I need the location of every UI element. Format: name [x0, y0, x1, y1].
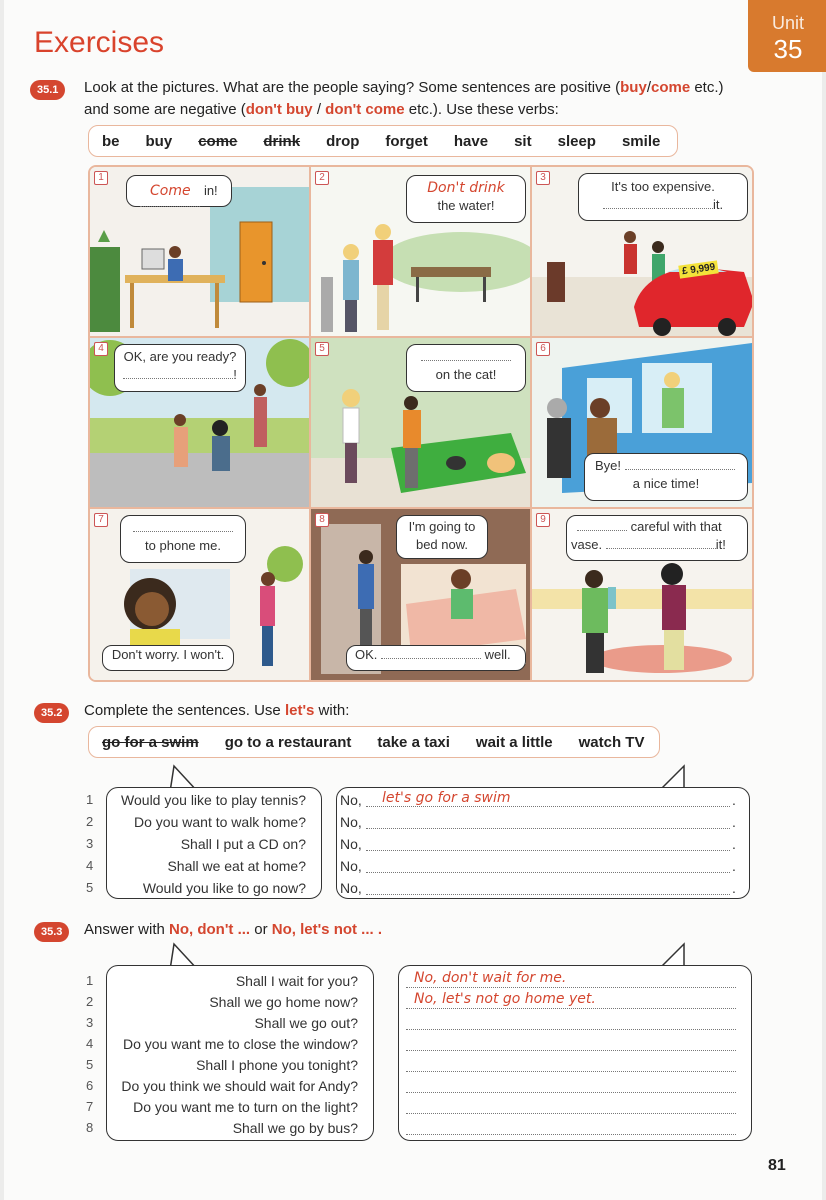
question-text: Do you want me to close the window?: [122, 1036, 358, 1052]
verb-item: sit: [514, 132, 532, 150]
page-title: Exercises: [34, 26, 165, 59]
example-answer: No, don't wait for me.: [414, 970, 567, 986]
answer-prefix: No,: [340, 836, 362, 852]
bubble-text: well.: [484, 647, 511, 662]
speech-bubble: [584, 453, 748, 501]
phrase-item: watch TV: [578, 733, 645, 751]
question-text: Do you want me to turn on the light?: [133, 1099, 358, 1115]
instr-keyword: don't come: [325, 101, 405, 118]
speech-bubble: [566, 515, 748, 561]
phrase-item: go to a restaurant: [224, 733, 352, 751]
answer-line[interactable]: [406, 1092, 736, 1093]
line-number: 1: [86, 792, 94, 807]
bubble-text: OK.: [355, 647, 378, 662]
verb-item-used: come: [198, 132, 238, 150]
example-answer: Come: [140, 176, 200, 207]
line-number: 3: [86, 836, 94, 851]
question-text: Do you think we should wait for Andy?: [121, 1078, 358, 1094]
panel-number: 3: [536, 171, 550, 185]
exercise-number-35-2: 35.2: [34, 703, 69, 723]
speech-bubble: [120, 515, 246, 563]
exercise-number-35-3: 35.3: [34, 922, 69, 942]
bubble-text: It's too expensive.: [611, 179, 715, 194]
bubble-text: bed now.: [415, 537, 469, 552]
question-text: Shall we go home now?: [209, 994, 358, 1010]
answer-line[interactable]: [366, 806, 730, 807]
answer-end: .: [732, 792, 736, 808]
picture-panel-4: [90, 338, 309, 507]
answer-prefix: No,: [340, 814, 362, 830]
bubble-text: it.: [712, 197, 724, 212]
line-number: 3: [86, 1015, 94, 1030]
instr-text: Complete the sentences. Use: [84, 702, 285, 719]
answer-line[interactable]: [406, 1050, 736, 1051]
speech-bubble: [406, 175, 526, 223]
answer-line[interactable]: [366, 828, 730, 829]
panel-number: 8: [315, 513, 329, 527]
question-text: Shall we go out?: [254, 1015, 358, 1031]
verb-item: smile: [621, 132, 661, 150]
panel-number: 2: [315, 171, 329, 185]
answer-line[interactable]: [406, 1008, 736, 1009]
speech-bubble: [578, 173, 748, 221]
instr-keyword: No, don't ...: [169, 921, 251, 938]
question-text: Shall I wait for you?: [235, 973, 358, 989]
question-text: Shall we eat at home?: [167, 858, 306, 874]
line-number: 7: [86, 1099, 94, 1114]
unit-number: 35: [773, 34, 803, 64]
question-text: Shall I put a CD on?: [180, 836, 306, 852]
panel-number: 9: [536, 513, 550, 527]
line-number: 5: [86, 880, 94, 895]
answer-line[interactable]: [366, 872, 730, 873]
question-text: Would you like to play tennis?: [121, 792, 306, 808]
phrase-item: wait a little: [475, 733, 553, 751]
picture-grid: [88, 165, 754, 682]
instr-slash: /: [312, 101, 326, 118]
line-number: 4: [86, 1036, 94, 1051]
speech-bubble: [114, 344, 246, 392]
question-text: Shall I phone you tonight?: [196, 1057, 358, 1073]
bubble-text: it!: [715, 537, 726, 552]
answer-line[interactable]: [406, 1071, 736, 1072]
line-number: 5: [86, 1057, 94, 1072]
picture-panel-8: [311, 509, 530, 680]
exercise-3-instructions: [84, 919, 382, 941]
answer-line[interactable]: [406, 1134, 736, 1135]
line-number: 8: [86, 1120, 94, 1135]
instr-text: and some are negative (: [84, 101, 246, 118]
speech-bubble: [126, 175, 232, 207]
grid-divider: [90, 507, 752, 509]
answer-end: .: [732, 814, 736, 830]
picture-panel-7: [90, 509, 309, 680]
exercise-2-instructions: [84, 700, 349, 722]
grid-divider: [309, 167, 311, 680]
speech-bubble: [346, 645, 526, 671]
bubble-text: Bye!: [595, 458, 622, 473]
unit-tab: [748, 0, 826, 72]
instr-keyword: buy: [620, 79, 647, 96]
bubble-text: Don't worry. I won't.: [111, 647, 225, 662]
question-text: Do you want to walk home?: [134, 814, 306, 830]
picture-panel-1: [90, 167, 309, 336]
answer-prefix: No,: [340, 880, 362, 896]
verb-item: drop: [326, 132, 360, 150]
phrase-item-used: go for a swim: [102, 733, 199, 751]
picture-panel-9: [532, 509, 752, 680]
instr-keyword: come: [650, 79, 691, 96]
bubble-text: careful with that: [630, 519, 722, 534]
verb-box: [88, 125, 678, 157]
answer-end: .: [732, 858, 736, 874]
exercise-1-instructions: [84, 77, 784, 121]
answer-line[interactable]: [406, 1029, 736, 1030]
verb-item: buy: [145, 132, 173, 150]
answer-prefix: No,: [340, 858, 362, 874]
verb-item: have: [453, 132, 489, 150]
bubble-text: !: [233, 367, 237, 382]
picture-panel-3: [532, 167, 752, 336]
answer-line[interactable]: [366, 894, 730, 895]
panel-number: 7: [94, 513, 108, 527]
instr-text: etc.): [690, 79, 724, 96]
instr-text: etc.). Use these verbs:: [404, 101, 559, 118]
answer-end: .: [732, 836, 736, 852]
instr-slash: /: [646, 79, 651, 96]
exercise-number-35-1: 35.1: [30, 80, 65, 100]
grid-divider: [530, 167, 532, 680]
answer-line[interactable]: [406, 1113, 736, 1114]
verb-item: forget: [385, 132, 428, 150]
bubble-text: on the cat!: [435, 367, 497, 382]
phrase-item: take a taxi: [377, 733, 450, 751]
question-text: Shall we go by bus?: [232, 1120, 358, 1136]
speech-bubble: [406, 344, 526, 392]
bubble-text: in!: [203, 183, 218, 198]
speech-bubble: [102, 645, 234, 671]
panel-number: 6: [536, 342, 550, 356]
bubble-text: a nice time!: [632, 476, 700, 491]
unit-label: Unit: [771, 13, 804, 33]
bubble-text: vase.: [571, 537, 603, 552]
phrase-box: [88, 726, 660, 758]
speech-bubble: [396, 515, 488, 559]
instr-keyword: don't buy: [245, 101, 313, 118]
instr-keyword: No, let's not ... .: [271, 921, 383, 938]
bubble-text: to phone me.: [145, 538, 221, 553]
answer-prefix: No,: [340, 792, 362, 808]
picture-panel-2: [311, 167, 530, 336]
verb-item: sleep: [557, 132, 596, 150]
example-answer: No, let's not go home yet.: [414, 991, 596, 1007]
line-number: 6: [86, 1078, 94, 1093]
answer-end: .: [732, 880, 736, 896]
picture-panel-5: [311, 338, 530, 507]
verb-item: be: [102, 132, 120, 150]
instr-text: or: [250, 921, 272, 938]
verb-item-used: drink: [263, 132, 301, 150]
workbook-page: [4, 0, 822, 1200]
page-number: 81: [768, 1157, 786, 1174]
picture-panel-6: [532, 338, 752, 507]
bubble-text: the water!: [437, 198, 495, 213]
line-number: 4: [86, 858, 94, 873]
panel-number: 5: [315, 342, 329, 356]
panel-number: 4: [94, 342, 108, 356]
price-tag: £ 9,999: [678, 260, 719, 278]
line-number: 1: [86, 973, 94, 988]
example-answer: let's go for a swim: [382, 790, 511, 806]
line-number: 2: [86, 994, 94, 1009]
answer-line[interactable]: [406, 987, 736, 988]
bubble-text: OK, are you ready?: [123, 349, 237, 364]
grid-divider: [90, 336, 752, 338]
instr-text: Answer with: [84, 921, 170, 938]
answer-line[interactable]: [366, 850, 730, 851]
instr-keyword: let's: [284, 702, 315, 719]
example-answer: Don't drink: [427, 180, 505, 196]
panel-number: 1: [94, 171, 108, 185]
line-number: 2: [86, 814, 94, 829]
question-text: Would you like to go now?: [142, 880, 306, 896]
bubble-text: I'm going to: [408, 519, 476, 534]
instr-text: Look at the pictures. What are the people saying? Some sentences are positive (: [84, 79, 621, 96]
instr-text: with:: [314, 702, 350, 719]
